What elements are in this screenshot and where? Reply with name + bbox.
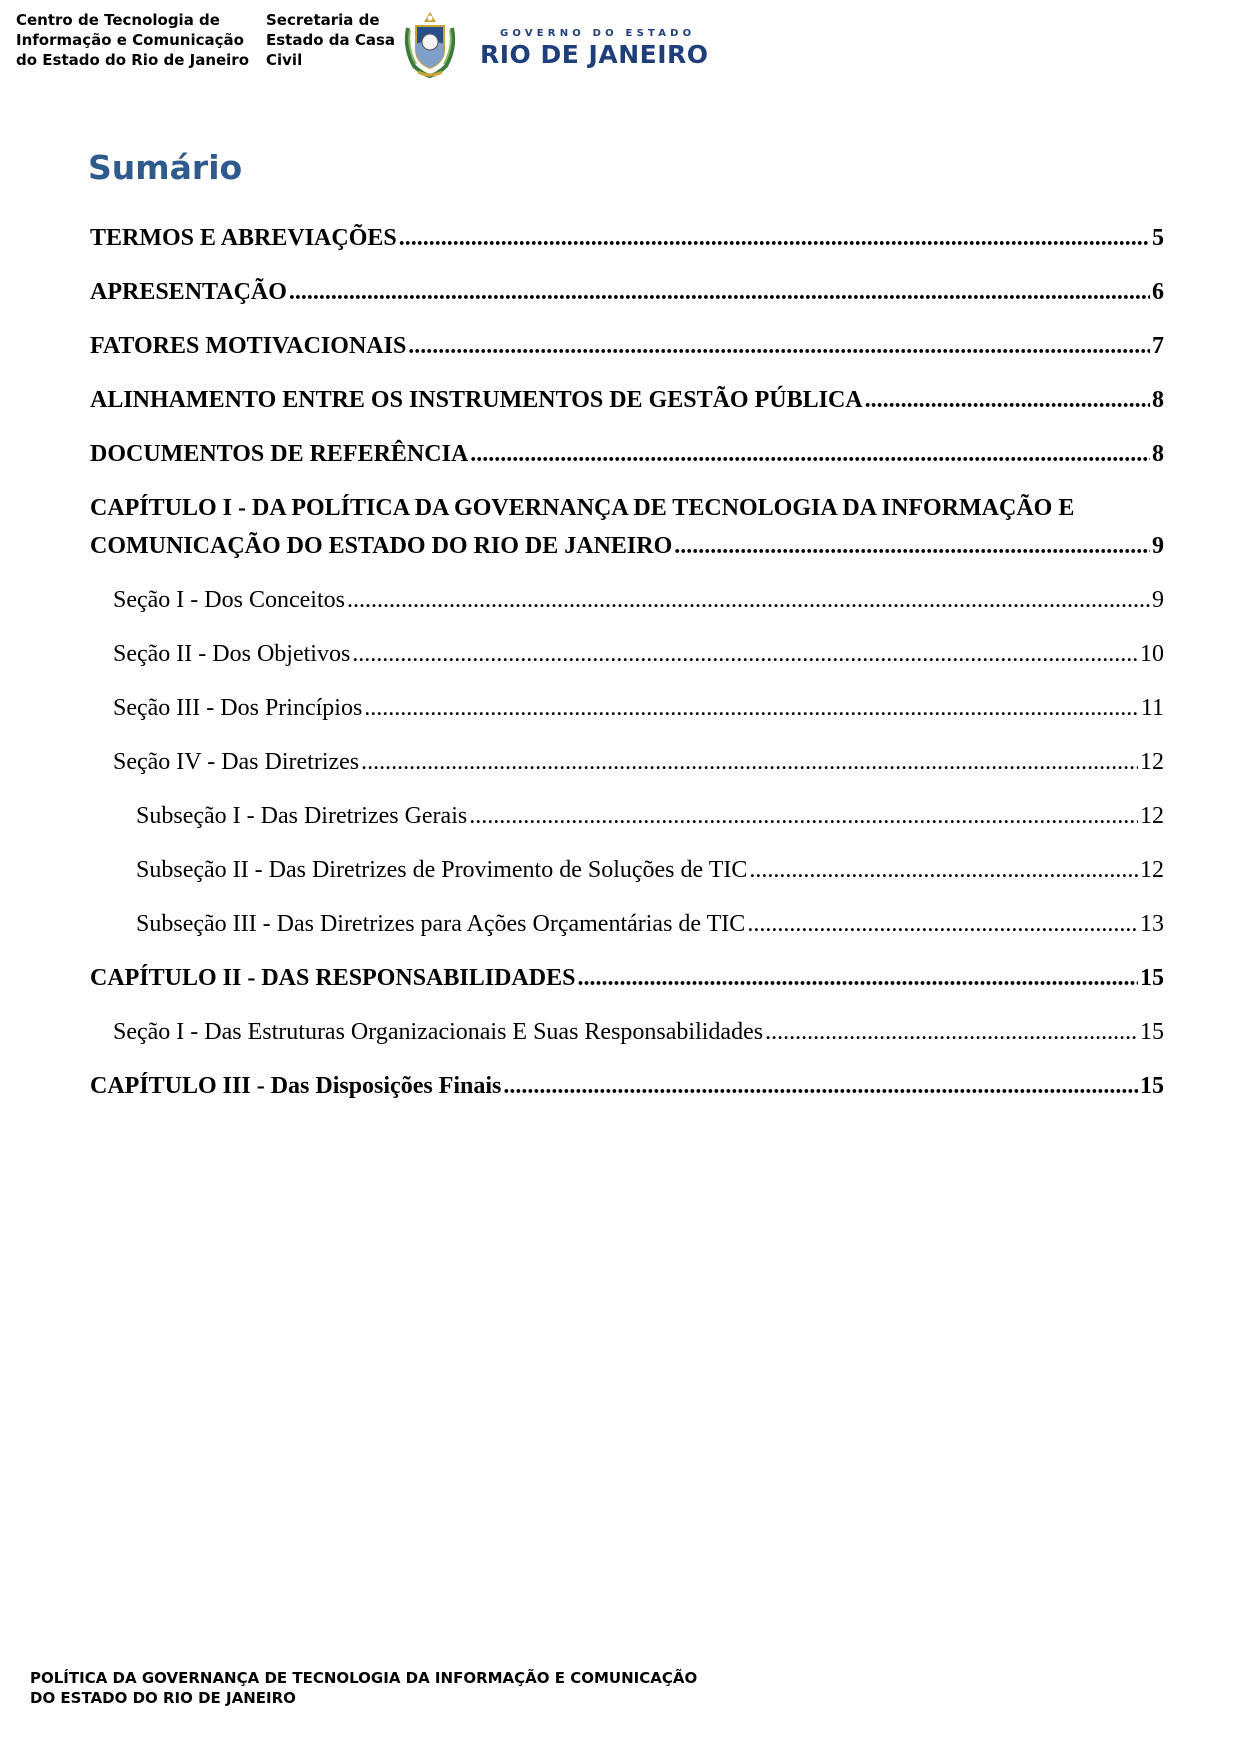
toc-entry-label: Subseção III - Das Diretrizes para Ações Orçamentárias de TIC bbox=[136, 911, 746, 937]
org-line: Informação e Comunicação bbox=[16, 31, 244, 49]
page-footer bbox=[30, 1668, 697, 1708]
toc-entry-page: 15 bbox=[1140, 1019, 1164, 1045]
toc-entry-label: Seção I - Dos Conceitos bbox=[113, 587, 345, 613]
org-name-casa-civil bbox=[266, 10, 395, 70]
toc-entry-page: 13 bbox=[1140, 911, 1164, 937]
footer-line: DO ESTADO DO RIO DE JANEIRO bbox=[30, 1689, 296, 1707]
toc-entry-label: CAPÍTULO II - DAS RESPONSABILIDADES bbox=[90, 965, 576, 991]
toc-entry-page: 15 bbox=[1140, 965, 1164, 991]
toc-entry[interactable] bbox=[90, 1051, 1164, 1105]
toc-entry-label: APRESENTAÇÃO bbox=[90, 279, 287, 305]
table-of-contents bbox=[90, 203, 1164, 1105]
toc-entry[interactable] bbox=[90, 257, 1164, 311]
toc-leader-dots bbox=[352, 635, 1138, 673]
toc-leader-dots bbox=[289, 273, 1150, 311]
toc-entry[interactable] bbox=[90, 889, 1164, 943]
toc-leader-dots bbox=[408, 327, 1150, 365]
state-coat-of-arms-icon bbox=[402, 8, 458, 80]
toc-entry-page: 12 bbox=[1140, 749, 1164, 775]
toc-entry-page: 10 bbox=[1140, 641, 1164, 667]
toc-entry[interactable] bbox=[90, 727, 1164, 781]
toc-entry[interactable] bbox=[90, 619, 1164, 673]
toc-leader-dots bbox=[364, 689, 1139, 727]
toc-entry-page: 15 bbox=[1140, 1073, 1164, 1099]
org-line: do Estado do Rio de Janeiro bbox=[16, 51, 250, 69]
toc-entry[interactable] bbox=[90, 943, 1164, 997]
toc-entry[interactable] bbox=[90, 781, 1164, 835]
toc-leader-dots bbox=[503, 1067, 1138, 1105]
toc-entry-page: 6 bbox=[1152, 279, 1164, 305]
gov-logo-big-text: RIO DE JANEIRO bbox=[480, 40, 709, 69]
toc-leader-dots bbox=[469, 797, 1138, 835]
toc-leader-dots bbox=[347, 581, 1150, 619]
toc-entry-label: ALINHAMENTO ENTRE OS INSTRUMENTOS DE GESTÃO PÚBLICA bbox=[90, 387, 863, 413]
toc-entry-page: 9 bbox=[1152, 533, 1164, 559]
toc-entry-label: Seção III - Dos Princípios bbox=[113, 695, 363, 721]
toc-entry-page: 7 bbox=[1152, 333, 1164, 359]
toc-entry-page: 8 bbox=[1152, 441, 1164, 467]
governo-rj-logo bbox=[462, 22, 709, 69]
toc-entry[interactable] bbox=[90, 203, 1164, 257]
toc-entry[interactable] bbox=[90, 473, 1164, 565]
toc-leader-dots bbox=[399, 219, 1150, 257]
toc-title: Sumário bbox=[88, 148, 243, 187]
toc-entry-label-line1: CAPÍTULO I - DA POLÍTICA DA GOVERNANÇA DE TECNOLOGIA DA INFORMAÇÃO E bbox=[90, 495, 1075, 521]
toc-entry-label: CAPÍTULO III - Das Disposições Finais bbox=[90, 1073, 502, 1099]
toc-entry-label: TERMOS E ABREVIAÇÕES bbox=[90, 225, 397, 251]
toc-entry-label-line2: COMUNICAÇÃO DO ESTADO DO RIO DE JANEIRO bbox=[90, 533, 673, 559]
toc-leader-dots bbox=[765, 1013, 1138, 1051]
org-line: Centro de Tecnologia de bbox=[16, 11, 220, 29]
org-name-ctic bbox=[16, 10, 249, 70]
toc-leader-dots bbox=[470, 435, 1150, 473]
toc-entry-label: FATORES MOTIVACIONAIS bbox=[90, 333, 407, 359]
toc-entry-page: 8 bbox=[1152, 387, 1164, 413]
toc-entry[interactable] bbox=[90, 835, 1164, 889]
gov-logo-small-text: GOVERNO DO ESTADO bbox=[500, 28, 696, 39]
toc-entry[interactable] bbox=[90, 673, 1164, 727]
toc-entry-label: Seção II - Dos Objetivos bbox=[113, 641, 351, 667]
toc-entry-page: 5 bbox=[1152, 225, 1164, 251]
toc-leader-dots bbox=[361, 743, 1138, 781]
org-line: Civil bbox=[266, 51, 303, 69]
footer-line: POLÍTICA DA GOVERNANÇA DE TECNOLOGIA DA INFORMAÇÃO E COMUNICAÇÃO bbox=[30, 1669, 698, 1687]
toc-entry-page: 9 bbox=[1152, 587, 1164, 613]
toc-entry-label: Seção I - Das Estruturas Organizacionais E Suas Responsabilidades bbox=[113, 1019, 764, 1045]
toc-entry-page: 12 bbox=[1140, 857, 1164, 883]
toc-entry[interactable] bbox=[90, 565, 1164, 619]
toc-entry-label: DOCUMENTOS DE REFERÊNCIA bbox=[90, 441, 469, 467]
org-line: Secretaria de bbox=[266, 11, 380, 29]
toc-leader-dots bbox=[747, 905, 1138, 943]
toc-leader-dots bbox=[674, 527, 1150, 565]
toc-entry[interactable] bbox=[90, 311, 1164, 365]
toc-entry[interactable] bbox=[90, 419, 1164, 473]
toc-entry-label: Seção IV - Das Diretrizes bbox=[113, 749, 360, 775]
toc-entry-label: Subseção II - Das Diretrizes de Provimento de Soluções de TIC bbox=[136, 857, 748, 883]
toc-entry[interactable] bbox=[90, 365, 1164, 419]
toc-leader-dots bbox=[865, 381, 1150, 419]
toc-entry[interactable] bbox=[90, 997, 1164, 1051]
org-line: Estado da Casa bbox=[266, 31, 395, 49]
toc-leader-dots bbox=[577, 959, 1138, 997]
toc-leader-dots bbox=[749, 851, 1138, 889]
toc-entry-page: 12 bbox=[1140, 803, 1164, 829]
toc-entry-page: 11 bbox=[1140, 695, 1164, 721]
toc-entry-label: Subseção I - Das Diretrizes Gerais bbox=[136, 803, 468, 829]
